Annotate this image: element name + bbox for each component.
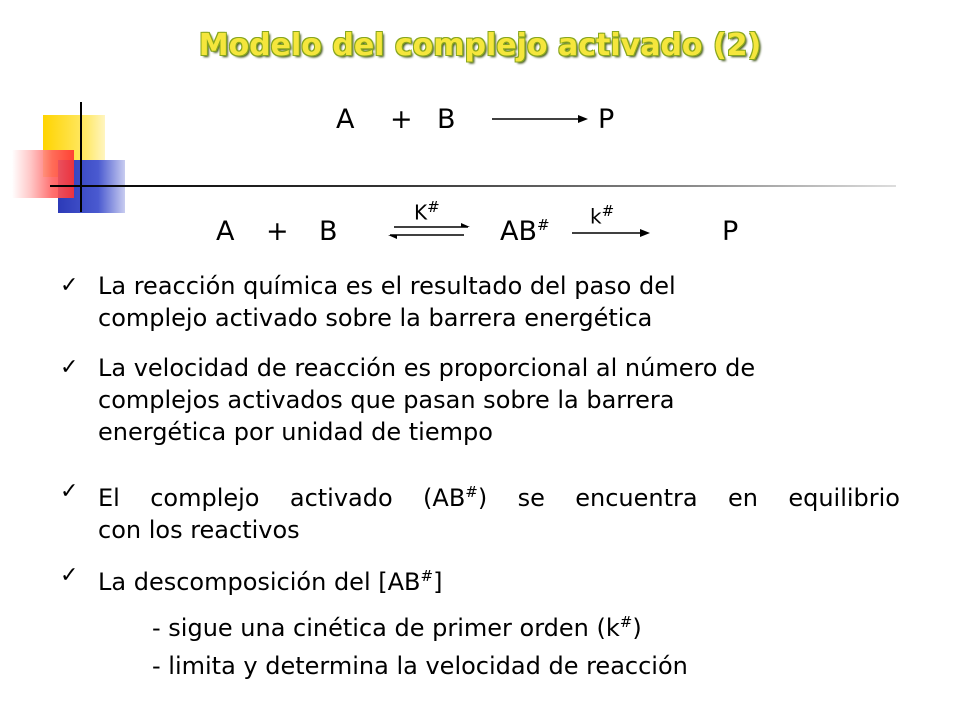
decor-vertical-line [80,102,82,212]
eq1-a: A [336,104,355,135]
bullet-item [60,352,900,448]
eq1-p: P [598,104,615,135]
bullet-text: La velocidad de reacción es proporcional al número de [98,354,756,382]
bullet-text: La reacción química es el resultado del paso del [98,272,676,300]
decor-red-square [12,150,74,198]
slide-title: Modelo del complejo activado (2) [198,28,762,63]
equilibrium-constant: K# [414,198,440,225]
forward-arrow-icon [570,226,652,240]
eq1-plus: + [390,104,413,135]
bullet-item [60,270,900,334]
equilibrium-arrows-icon [388,222,472,240]
eq2-p: P [722,216,739,247]
bullet-text: energética por unidad de tiempo [98,418,493,446]
bullet-text: con los reactivos [98,516,300,544]
bullet-text: complejos activados que pasan sobre la barrera [98,386,675,414]
check-icon: ✓ [60,479,79,504]
bullet-text: El complejo activado (AB#) se encuentra en equilibrio [98,483,900,512]
check-icon: ✓ [60,355,79,380]
eq2-ab: AB# [500,216,550,247]
rate-constant: k# [590,202,615,229]
forward-arrow-icon [490,112,590,126]
check-icon: ✓ [60,563,79,588]
sub-item: - sigue una cinética de primer orden (k#) [152,613,642,642]
bullet-text: complejo activado sobre la barrera energética [98,304,653,332]
eq2-b: B [319,216,338,247]
decor-horizontal-line [50,185,896,187]
eq1-b: B [437,104,456,135]
bullet-item [60,476,900,544]
bullet-item [60,560,900,596]
eq2-plus: + [266,216,289,247]
eq2-a: A [216,216,235,247]
sub-item: - limita y determina la velocidad de reacción [152,652,688,680]
check-icon: ✓ [60,273,79,298]
bullet-text: La descomposición del [AB#] [98,567,443,596]
